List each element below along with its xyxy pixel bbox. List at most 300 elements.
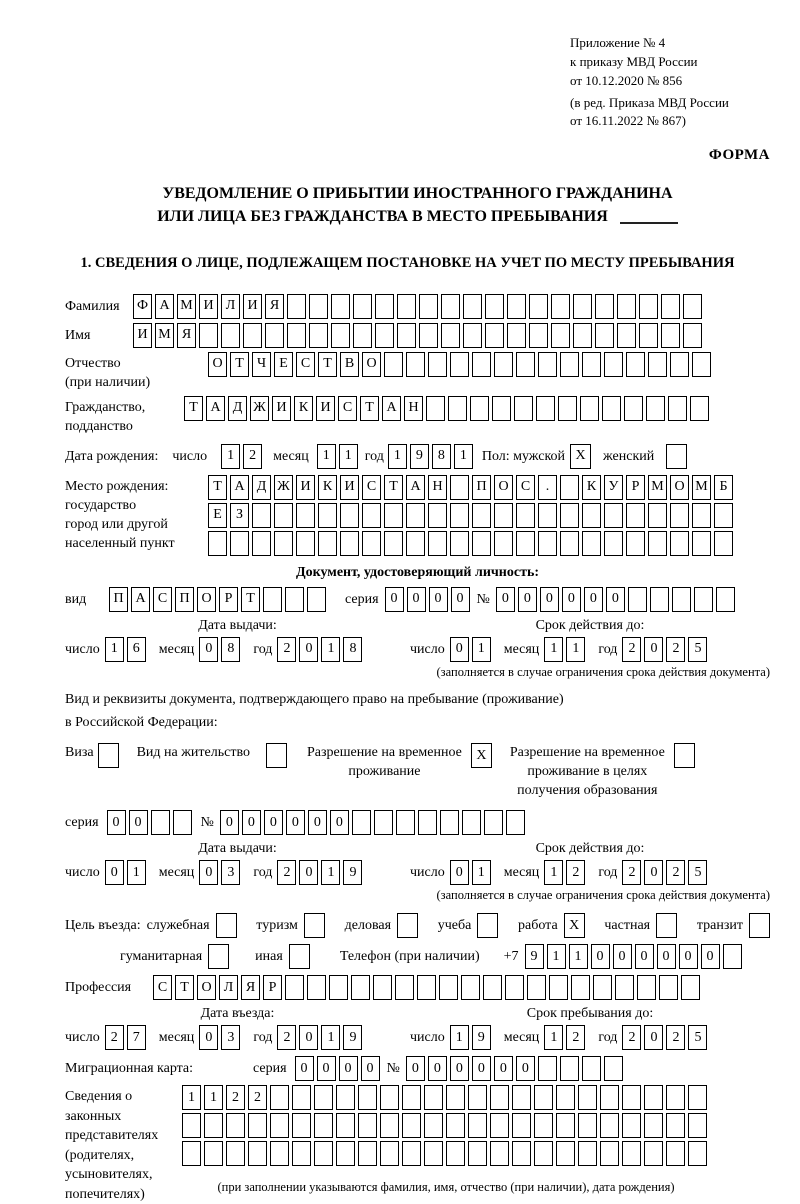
char-box[interactable]	[534, 1141, 553, 1166]
char-box[interactable]	[353, 294, 372, 319]
char-box[interactable]	[514, 396, 533, 421]
char-box[interactable]	[527, 975, 546, 1000]
char-box[interactable]	[714, 503, 733, 528]
char-box[interactable]: 0	[308, 810, 327, 835]
char-box[interactable]: А	[131, 587, 150, 612]
char-box[interactable]: Ж	[250, 396, 269, 421]
char-box[interactable]	[573, 294, 592, 319]
char-box[interactable]: 3	[221, 1025, 240, 1050]
char-box[interactable]: П	[109, 587, 128, 612]
char-box[interactable]	[716, 587, 735, 612]
char-box[interactable]	[182, 1141, 201, 1166]
char-box[interactable]	[516, 531, 535, 556]
char-box[interactable]: И	[133, 323, 152, 348]
char-box[interactable]: П	[175, 587, 194, 612]
char-box[interactable]	[307, 587, 326, 612]
char-box[interactable]: 0	[450, 637, 469, 662]
char-box[interactable]: 1	[544, 637, 563, 662]
char-box[interactable]	[472, 352, 491, 377]
char-box[interactable]: Ч	[252, 352, 271, 377]
char-box[interactable]: 7	[127, 1025, 146, 1050]
char-box[interactable]	[380, 1113, 399, 1138]
char-box[interactable]: И	[316, 396, 335, 421]
char-box[interactable]	[617, 323, 636, 348]
char-box[interactable]: 0	[450, 1056, 469, 1081]
char-box[interactable]	[336, 1141, 355, 1166]
char-box[interactable]: С	[362, 475, 381, 500]
char-box[interactable]: 2	[622, 1025, 641, 1050]
char-box[interactable]: 0	[584, 587, 603, 612]
char-box[interactable]	[340, 531, 359, 556]
char-box[interactable]	[516, 352, 535, 377]
char-box[interactable]: 1	[105, 637, 124, 662]
char-box[interactable]	[418, 810, 437, 835]
char-box[interactable]	[352, 810, 371, 835]
char-box[interactable]	[395, 975, 414, 1000]
char-box[interactable]	[462, 810, 481, 835]
char-box[interactable]: Т	[318, 352, 337, 377]
visa-checkbox[interactable]	[98, 743, 119, 768]
char-box[interactable]: 0	[540, 587, 559, 612]
purpose-private-checkbox[interactable]	[656, 913, 677, 938]
char-box[interactable]: 0	[679, 944, 698, 969]
char-box[interactable]: 1	[321, 860, 340, 885]
char-box[interactable]	[578, 1113, 597, 1138]
char-box[interactable]: Р	[626, 475, 645, 500]
char-box[interactable]	[252, 531, 271, 556]
char-box[interactable]	[336, 1085, 355, 1110]
char-box[interactable]	[336, 1113, 355, 1138]
char-box[interactable]: 0	[657, 944, 676, 969]
char-box[interactable]	[582, 1056, 601, 1081]
char-box[interactable]	[384, 503, 403, 528]
char-box[interactable]	[529, 294, 548, 319]
char-box[interactable]	[450, 352, 469, 377]
char-box[interactable]: 0	[299, 637, 318, 662]
char-box[interactable]	[270, 1085, 289, 1110]
char-box[interactable]	[494, 352, 513, 377]
char-box[interactable]	[600, 1141, 619, 1166]
char-box[interactable]	[446, 1141, 465, 1166]
char-box[interactable]	[314, 1085, 333, 1110]
char-box[interactable]: 2	[226, 1085, 245, 1110]
char-box[interactable]	[331, 294, 350, 319]
char-box[interactable]: 2	[105, 1025, 124, 1050]
char-box[interactable]	[644, 1141, 663, 1166]
char-box[interactable]	[380, 1141, 399, 1166]
char-box[interactable]	[226, 1113, 245, 1138]
char-box[interactable]	[468, 1113, 487, 1138]
char-box[interactable]	[358, 1113, 377, 1138]
char-box[interactable]	[688, 1085, 707, 1110]
char-box[interactable]: С	[516, 475, 535, 500]
char-box[interactable]	[637, 975, 656, 1000]
char-box[interactable]: Т	[241, 587, 260, 612]
char-box[interactable]: 1	[388, 444, 407, 469]
char-box[interactable]: В	[340, 352, 359, 377]
char-box[interactable]	[507, 294, 526, 319]
char-box[interactable]: 9	[525, 944, 544, 969]
char-box[interactable]: 9	[343, 1025, 362, 1050]
char-box[interactable]: 0	[317, 1056, 336, 1081]
char-box[interactable]: Ж	[274, 475, 293, 500]
char-box[interactable]	[230, 531, 249, 556]
char-box[interactable]: И	[199, 294, 218, 319]
char-box[interactable]: 8	[343, 637, 362, 662]
char-box[interactable]	[538, 531, 557, 556]
char-box[interactable]	[384, 352, 403, 377]
char-box[interactable]	[362, 503, 381, 528]
char-box[interactable]	[406, 352, 425, 377]
char-box[interactable]: 0	[105, 860, 124, 885]
char-box[interactable]: 0	[299, 1025, 318, 1050]
char-box[interactable]	[226, 1141, 245, 1166]
char-box[interactable]: 1	[321, 637, 340, 662]
char-box[interactable]	[375, 323, 394, 348]
char-box[interactable]: 1	[182, 1085, 201, 1110]
char-box[interactable]	[582, 531, 601, 556]
char-box[interactable]: 2	[666, 637, 685, 662]
char-box[interactable]	[358, 1085, 377, 1110]
char-box[interactable]	[672, 587, 691, 612]
char-box[interactable]: 2	[666, 1025, 685, 1050]
char-box[interactable]	[560, 531, 579, 556]
char-box[interactable]	[670, 352, 689, 377]
char-box[interactable]	[624, 396, 643, 421]
char-box[interactable]	[556, 1113, 575, 1138]
char-box[interactable]: 0	[199, 637, 218, 662]
char-box[interactable]	[571, 975, 590, 1000]
char-box[interactable]	[270, 1141, 289, 1166]
char-box[interactable]	[670, 531, 689, 556]
char-box[interactable]	[534, 1113, 553, 1138]
char-box[interactable]: 0	[129, 810, 148, 835]
char-box[interactable]: О	[670, 475, 689, 500]
char-box[interactable]	[446, 1085, 465, 1110]
char-box[interactable]	[402, 1113, 421, 1138]
char-box[interactable]: 9	[472, 1025, 491, 1050]
char-box[interactable]: 0	[496, 587, 515, 612]
char-box[interactable]	[580, 396, 599, 421]
char-box[interactable]: 0	[562, 587, 581, 612]
char-box[interactable]: И	[340, 475, 359, 500]
char-box[interactable]	[285, 975, 304, 1000]
char-box[interactable]	[538, 352, 557, 377]
char-box[interactable]: П	[472, 475, 491, 500]
char-box[interactable]: 9	[410, 444, 429, 469]
char-box[interactable]: 2	[277, 637, 296, 662]
char-box[interactable]	[309, 294, 328, 319]
char-box[interactable]	[468, 1141, 487, 1166]
char-box[interactable]: 0	[295, 1056, 314, 1081]
char-box[interactable]: И	[243, 294, 262, 319]
char-box[interactable]	[692, 531, 711, 556]
char-box[interactable]	[573, 323, 592, 348]
char-box[interactable]	[556, 1085, 575, 1110]
char-box[interactable]	[450, 503, 469, 528]
char-box[interactable]: 0	[242, 810, 261, 835]
char-box[interactable]	[622, 1113, 641, 1138]
char-box[interactable]: О	[494, 475, 513, 500]
char-box[interactable]	[512, 1085, 531, 1110]
char-box[interactable]	[648, 352, 667, 377]
char-box[interactable]	[424, 1113, 443, 1138]
char-box[interactable]: А	[230, 475, 249, 500]
char-box[interactable]: Н	[404, 396, 423, 421]
char-box[interactable]	[248, 1141, 267, 1166]
char-box[interactable]: 1	[221, 444, 240, 469]
char-box[interactable]	[558, 396, 577, 421]
char-box[interactable]	[512, 1113, 531, 1138]
char-box[interactable]	[582, 352, 601, 377]
char-box[interactable]	[538, 503, 557, 528]
char-box[interactable]	[604, 531, 623, 556]
female-checkbox[interactable]	[666, 444, 687, 469]
char-box[interactable]	[441, 294, 460, 319]
char-box[interactable]	[692, 352, 711, 377]
char-box[interactable]	[468, 1085, 487, 1110]
char-box[interactable]	[666, 1113, 685, 1138]
char-box[interactable]	[287, 323, 306, 348]
char-box[interactable]	[270, 1113, 289, 1138]
char-box[interactable]: Т	[208, 475, 227, 500]
char-box[interactable]: М	[155, 323, 174, 348]
char-box[interactable]	[472, 531, 491, 556]
char-box[interactable]	[507, 323, 526, 348]
char-box[interactable]	[351, 975, 370, 1000]
char-box[interactable]	[384, 531, 403, 556]
char-box[interactable]	[659, 975, 678, 1000]
char-box[interactable]: 0	[518, 587, 537, 612]
char-box[interactable]	[666, 1141, 685, 1166]
char-box[interactable]: 0	[428, 1056, 447, 1081]
char-box[interactable]: Я	[241, 975, 260, 1000]
char-box[interactable]	[602, 396, 621, 421]
char-box[interactable]: М	[692, 475, 711, 500]
char-box[interactable]	[714, 531, 733, 556]
char-box[interactable]: Н	[428, 475, 447, 500]
char-box[interactable]: 0	[199, 860, 218, 885]
char-box[interactable]: 2	[566, 860, 585, 885]
char-box[interactable]	[661, 323, 680, 348]
char-box[interactable]: 0	[429, 587, 448, 612]
char-box[interactable]	[243, 323, 262, 348]
char-box[interactable]	[626, 352, 645, 377]
char-box[interactable]: 1	[204, 1085, 223, 1110]
char-box[interactable]	[670, 503, 689, 528]
char-box[interactable]	[536, 396, 555, 421]
char-box[interactable]	[534, 1085, 553, 1110]
char-box[interactable]: 0	[472, 1056, 491, 1081]
char-box[interactable]: А	[406, 475, 425, 500]
char-box[interactable]: К	[582, 475, 601, 500]
char-box[interactable]	[512, 1141, 531, 1166]
char-box[interactable]: 0	[406, 1056, 425, 1081]
char-box[interactable]	[204, 1113, 223, 1138]
char-box[interactable]	[419, 323, 438, 348]
char-box[interactable]	[723, 944, 742, 969]
char-box[interactable]: 1	[454, 444, 473, 469]
char-box[interactable]	[560, 503, 579, 528]
char-box[interactable]	[292, 1141, 311, 1166]
char-box[interactable]	[318, 531, 337, 556]
char-box[interactable]	[340, 503, 359, 528]
char-box[interactable]	[646, 396, 665, 421]
char-box[interactable]	[490, 1141, 509, 1166]
char-box[interactable]: Т	[384, 475, 403, 500]
char-box[interactable]	[595, 294, 614, 319]
char-box[interactable]	[661, 294, 680, 319]
char-box[interactable]: А	[382, 396, 401, 421]
char-box[interactable]	[694, 587, 713, 612]
char-box[interactable]	[683, 294, 702, 319]
char-box[interactable]	[485, 323, 504, 348]
char-box[interactable]	[604, 503, 623, 528]
char-box[interactable]: Л	[221, 294, 240, 319]
char-box[interactable]: И	[272, 396, 291, 421]
char-box[interactable]	[688, 1113, 707, 1138]
char-box[interactable]: 1	[472, 860, 491, 885]
char-box[interactable]	[373, 975, 392, 1000]
char-box[interactable]	[397, 323, 416, 348]
char-box[interactable]	[668, 396, 687, 421]
char-box[interactable]	[492, 396, 511, 421]
char-box[interactable]	[688, 1141, 707, 1166]
char-box[interactable]	[173, 810, 192, 835]
char-box[interactable]	[485, 294, 504, 319]
char-box[interactable]: 0	[613, 944, 632, 969]
char-box[interactable]	[402, 1085, 421, 1110]
char-box[interactable]: 0	[107, 810, 126, 835]
char-box[interactable]: С	[153, 975, 172, 1000]
char-box[interactable]	[472, 503, 491, 528]
char-box[interactable]: У	[604, 475, 623, 500]
char-box[interactable]	[448, 396, 467, 421]
char-box[interactable]: 2	[666, 860, 685, 885]
char-box[interactable]	[490, 1113, 509, 1138]
char-box[interactable]: 1	[339, 444, 358, 469]
char-box[interactable]: 0	[264, 810, 283, 835]
char-box[interactable]: 3	[221, 860, 240, 885]
char-box[interactable]: 1	[317, 444, 336, 469]
char-box[interactable]	[538, 1056, 557, 1081]
char-box[interactable]: Я	[265, 294, 284, 319]
purpose-other-checkbox[interactable]	[289, 944, 310, 969]
char-box[interactable]: Т	[360, 396, 379, 421]
char-box[interactable]	[428, 352, 447, 377]
char-box[interactable]	[578, 1141, 597, 1166]
char-box[interactable]	[551, 323, 570, 348]
char-box[interactable]	[428, 503, 447, 528]
char-box[interactable]: 5	[688, 1025, 707, 1050]
char-box[interactable]: 0	[339, 1056, 358, 1081]
char-box[interactable]	[600, 1113, 619, 1138]
char-box[interactable]	[516, 503, 535, 528]
char-box[interactable]	[556, 1141, 575, 1166]
char-box[interactable]	[151, 810, 170, 835]
char-box[interactable]	[331, 323, 350, 348]
char-box[interactable]	[578, 1085, 597, 1110]
char-box[interactable]: 0	[330, 810, 349, 835]
char-box[interactable]: А	[206, 396, 225, 421]
char-box[interactable]: 0	[199, 1025, 218, 1050]
char-box[interactable]: Т	[175, 975, 194, 1000]
char-box[interactable]: .	[538, 475, 557, 500]
char-box[interactable]: 8	[221, 637, 240, 662]
char-box[interactable]	[329, 975, 348, 1000]
char-box[interactable]	[263, 587, 282, 612]
char-box[interactable]: 8	[432, 444, 451, 469]
purpose-business-checkbox[interactable]	[397, 913, 418, 938]
char-box[interactable]	[362, 531, 381, 556]
char-box[interactable]	[274, 531, 293, 556]
char-box[interactable]: А	[155, 294, 174, 319]
char-box[interactable]	[292, 1113, 311, 1138]
char-box[interactable]: 1	[321, 1025, 340, 1050]
char-box[interactable]	[626, 503, 645, 528]
char-box[interactable]	[287, 294, 306, 319]
purpose-transit-checkbox[interactable]	[749, 913, 770, 938]
purpose-work-checkbox[interactable]: X	[564, 913, 585, 938]
char-box[interactable]	[208, 531, 227, 556]
char-box[interactable]	[274, 503, 293, 528]
char-box[interactable]: 0	[385, 587, 404, 612]
char-box[interactable]: 0	[644, 637, 663, 662]
char-box[interactable]: 5	[688, 637, 707, 662]
char-box[interactable]: Е	[208, 503, 227, 528]
char-box[interactable]: С	[338, 396, 357, 421]
char-box[interactable]: О	[208, 352, 227, 377]
char-box[interactable]: 0	[451, 587, 470, 612]
char-box[interactable]	[595, 323, 614, 348]
char-box[interactable]: 1	[544, 1025, 563, 1050]
char-box[interactable]	[221, 323, 240, 348]
char-box[interactable]: 6	[127, 637, 146, 662]
char-box[interactable]: 0	[286, 810, 305, 835]
char-box[interactable]	[463, 323, 482, 348]
char-box[interactable]	[396, 810, 415, 835]
char-box[interactable]	[439, 975, 458, 1000]
char-box[interactable]	[529, 323, 548, 348]
char-box[interactable]: К	[294, 396, 313, 421]
char-box[interactable]: И	[296, 475, 315, 500]
char-box[interactable]: 9	[343, 860, 362, 885]
char-box[interactable]: 2	[243, 444, 262, 469]
char-box[interactable]	[296, 503, 315, 528]
char-box[interactable]	[506, 810, 525, 835]
char-box[interactable]: Р	[263, 975, 282, 1000]
char-box[interactable]	[406, 531, 425, 556]
char-box[interactable]	[292, 1085, 311, 1110]
char-box[interactable]	[424, 1141, 443, 1166]
char-box[interactable]	[424, 1085, 443, 1110]
char-box[interactable]: 0	[450, 860, 469, 885]
char-box[interactable]	[397, 294, 416, 319]
char-box[interactable]: О	[197, 587, 216, 612]
char-box[interactable]: 0	[516, 1056, 535, 1081]
char-box[interactable]	[622, 1141, 641, 1166]
char-box[interactable]: 0	[701, 944, 720, 969]
char-box[interactable]: 1	[450, 1025, 469, 1050]
char-box[interactable]: С	[153, 587, 172, 612]
char-box[interactable]	[419, 294, 438, 319]
char-box[interactable]: О	[197, 975, 216, 1000]
char-box[interactable]: Б	[714, 475, 733, 500]
char-box[interactable]	[470, 396, 489, 421]
char-box[interactable]	[358, 1141, 377, 1166]
char-box[interactable]	[560, 1056, 579, 1081]
purpose-tourism-checkbox[interactable]	[304, 913, 325, 938]
